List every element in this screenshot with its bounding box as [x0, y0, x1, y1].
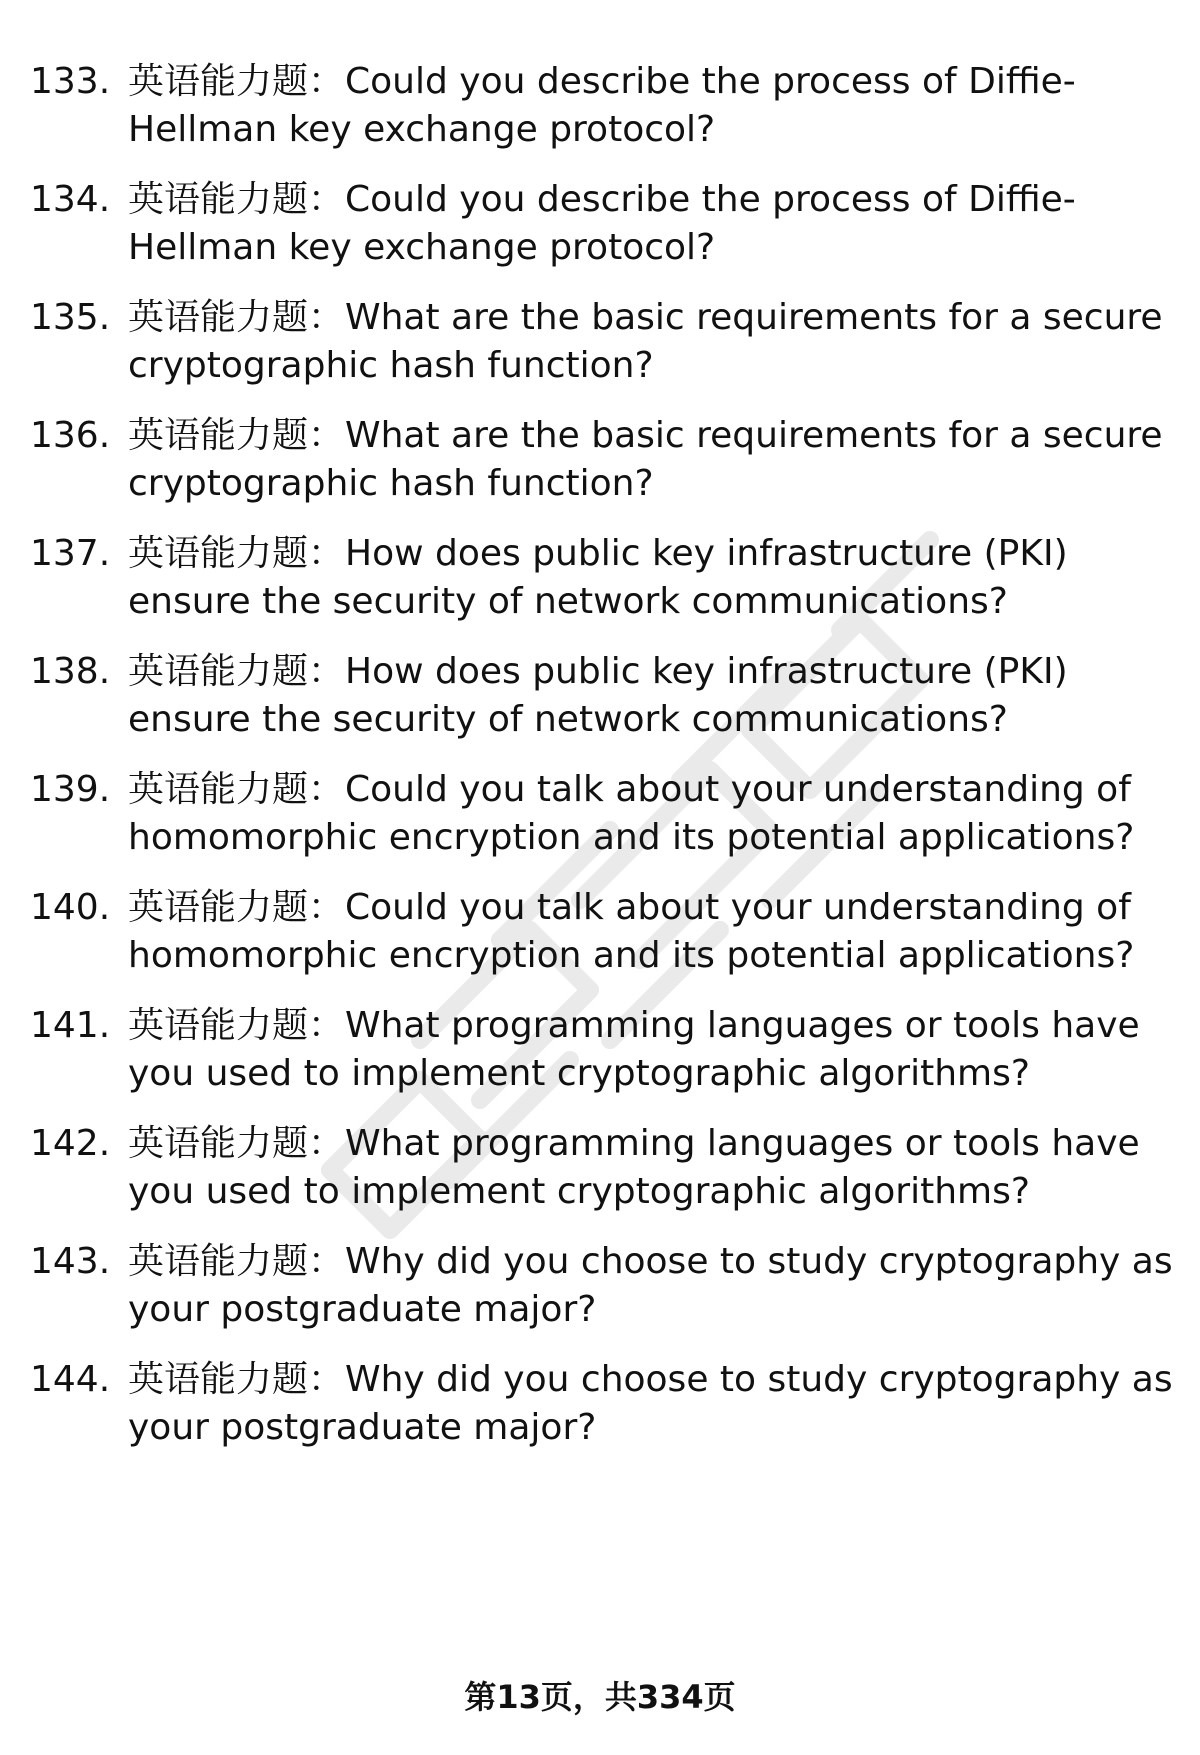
question-item: [0, 1238, 1200, 1338]
question-item: [0, 412, 1200, 512]
question-text-line-2: homomorphic encryption and its potential applications?: [128, 935, 1135, 976]
question-item: [0, 766, 1200, 866]
question-number: 141.: [30, 1005, 111, 1046]
question-text-line-2: ensure the security of network communications?: [128, 699, 1008, 740]
question-category-label: 英语能力题：: [128, 533, 345, 574]
question-number: 142.: [30, 1123, 111, 1164]
question-category-label: 英语能力题：: [128, 1123, 345, 1164]
question-text-line-2: cryptographic hash function?: [128, 345, 654, 386]
question-item: [0, 1002, 1200, 1102]
question-text-line-1: What are the basic requirements for a secure: [345, 415, 1163, 456]
question-text-line-1: What programming languages or tools have: [345, 1005, 1140, 1046]
question-text-line-1: Could you talk about your understanding of: [345, 769, 1131, 810]
question-category-label: 英语能力题：: [128, 1359, 345, 1400]
question-item: [0, 884, 1200, 984]
question-number: 139.: [30, 769, 111, 810]
question-item: [0, 294, 1200, 394]
question-number: 136.: [30, 415, 111, 456]
question-text-line-2: homomorphic encryption and its potential applications?: [128, 817, 1135, 858]
question-category-label: 英语能力题：: [128, 1005, 345, 1046]
question-number: 133.: [30, 61, 111, 102]
question-text-line-2: ensure the security of network communications?: [128, 581, 1008, 622]
question-text-line-1: How does public key infrastructure (PKI): [345, 533, 1068, 574]
question-category-label: 英语能力题：: [128, 61, 345, 102]
question-category-label: 英语能力题：: [128, 179, 345, 220]
question-item: [0, 58, 1200, 158]
question-item: [0, 176, 1200, 276]
question-number: 140.: [30, 887, 111, 928]
question-text-line-1: Could you describe the process of Diffie-: [345, 179, 1076, 220]
question-category-label: 英语能力题：: [128, 415, 345, 456]
question-text-line-1: Why did you choose to study cryptography as: [345, 1359, 1173, 1400]
question-number: 143.: [30, 1241, 111, 1282]
question-text-line-2: you used to implement cryptographic algorithms?: [128, 1053, 1030, 1094]
question-item: [0, 648, 1200, 748]
question-number: 137.: [30, 533, 111, 574]
question-item: [0, 530, 1200, 630]
question-number: 144.: [30, 1359, 111, 1400]
page-indicator: 第13页，共334页: [464, 1678, 736, 1716]
question-category-label: 英语能力题：: [128, 297, 345, 338]
question-text-line-2: Hellman key exchange protocol?: [128, 109, 716, 150]
question-text-line-1: Why did you choose to study cryptography as: [345, 1241, 1173, 1282]
question-item: [0, 1120, 1200, 1220]
question-text-line-1: How does public key infrastructure (PKI): [345, 651, 1068, 692]
question-text-line-1: Could you describe the process of Diffie-: [345, 61, 1076, 102]
question-number: 135.: [30, 297, 111, 338]
question-text-line-2: your postgraduate major?: [128, 1289, 597, 1330]
question-text-line-2: you used to implement cryptographic algorithms?: [128, 1171, 1030, 1212]
question-category-label: 英语能力题：: [128, 769, 345, 810]
question-number: 134.: [30, 179, 111, 220]
question-text-line-1: What are the basic requirements for a secure: [345, 297, 1163, 338]
question-category-label: 英语能力题：: [128, 1241, 345, 1282]
question-category-label: 英语能力题：: [128, 651, 345, 692]
question-text-line-1: What programming languages or tools have: [345, 1123, 1140, 1164]
question-category-label: 英语能力题：: [128, 887, 345, 928]
question-number: 138.: [30, 651, 111, 692]
question-text-line-2: cryptographic hash function?: [128, 463, 654, 504]
question-text-line-2: your postgraduate major?: [128, 1407, 597, 1448]
question-text-line-1: Could you talk about your understanding of: [345, 887, 1131, 928]
question-item: [0, 1356, 1200, 1456]
question-text-line-2: Hellman key exchange protocol?: [128, 227, 716, 268]
